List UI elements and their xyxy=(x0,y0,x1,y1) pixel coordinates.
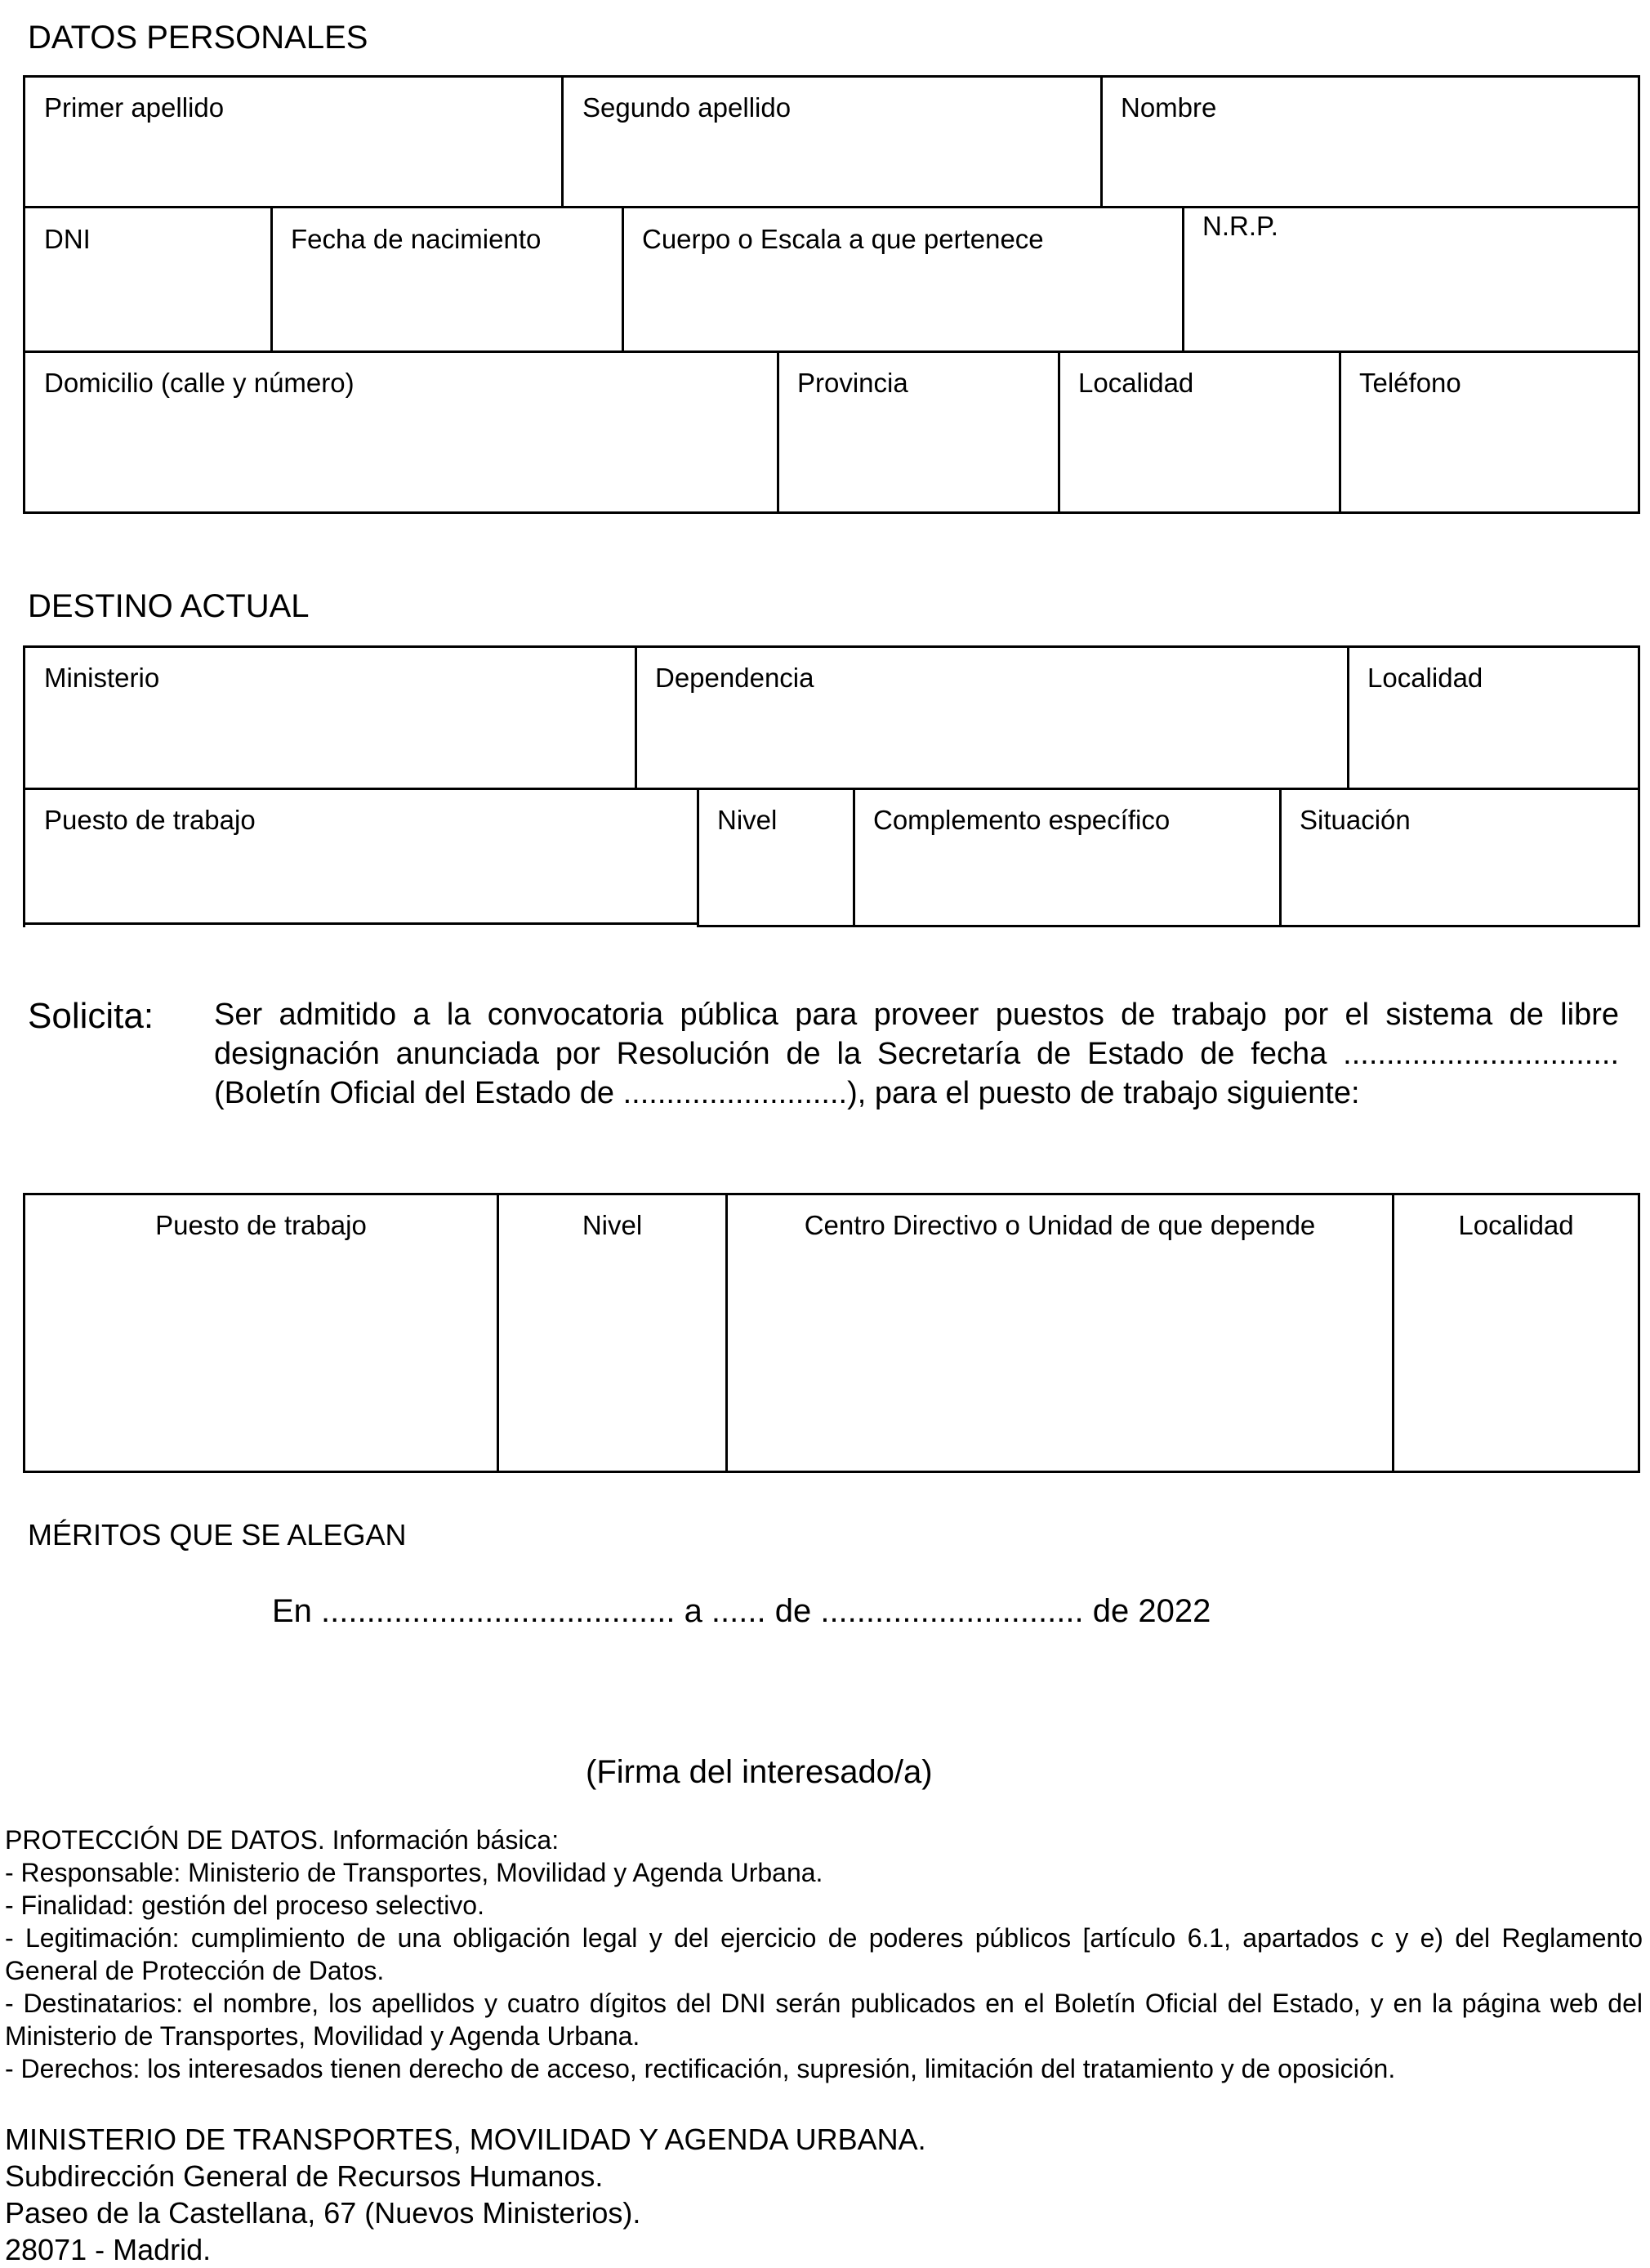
localidad-destino-field[interactable] xyxy=(1349,648,1638,788)
field-label: Nombre xyxy=(1121,92,1217,123)
telefono-field[interactable] xyxy=(1341,353,1638,511)
field-label: Localidad xyxy=(1367,663,1483,693)
proteccion-item: - Finalidad: gestión del proceso selectivo. xyxy=(5,1891,484,1920)
field-label: Fecha de nacimiento xyxy=(291,224,542,254)
col-divider xyxy=(1638,788,1640,927)
field-label: N.R.P. xyxy=(1202,211,1278,241)
segundo-apellido-field[interactable] xyxy=(564,78,1100,206)
address-line: Paseo de la Castellana, 67 (Nuevos Ministerios). xyxy=(5,2196,641,2230)
field-label: Teléfono xyxy=(1359,368,1461,398)
field-label: Domicilio (calle y número) xyxy=(44,368,355,398)
address-line: MINISTERIO DE TRANSPORTES, MOVILIDAD Y AGENDA URBANA. xyxy=(5,2123,926,2156)
field-label: Nivel xyxy=(717,805,778,835)
fecha-nacimiento-field[interactable] xyxy=(273,208,622,350)
fecha-line: En ....................................... a ...... de ............................. de 2022 xyxy=(272,1593,1211,1629)
column-header: Puesto de trabajo xyxy=(155,1210,367,1240)
puesto-trabajo-solicitado-field[interactable] xyxy=(25,1195,497,1471)
row-divider xyxy=(697,925,1640,927)
proteccion-item: - Destinatarios: el nombre, los apellidos y cuatro dígitos del DNI serán publicados en el Boletín Oficial del Estado, y en la página web del Ministerio de Transportes, Movilidad y Agenda Urbana. xyxy=(5,1989,1643,2051)
column-header: Localidad xyxy=(1458,1210,1574,1240)
field-label: Ministerio xyxy=(44,663,160,693)
nombre-field[interactable] xyxy=(1103,78,1638,206)
meritos-title: MÉRITOS QUE SE ALEGAN xyxy=(28,1518,407,1551)
primer-apellido-field[interactable] xyxy=(25,78,561,206)
field-label: Localidad xyxy=(1078,368,1194,398)
proteccion-item: - Responsable: Ministerio de Transportes, Movilidad y Agenda Urbana. xyxy=(5,1858,823,1887)
proteccion-item: - Legitimación: cumplimiento de una obligación legal y del ejercicio de poderes públicos [artículo 6.1, apartados c y e) del Reglamento General de Protección de Datos. xyxy=(5,1923,1643,1985)
row-divider xyxy=(23,922,699,925)
proteccion-item: - Derechos: los interesados tienen derecho de acceso, rectificación, supresión, limitación del tratamiento y de oposición. xyxy=(5,2054,1396,2083)
situacion-field[interactable] xyxy=(1282,790,1638,925)
solicita-text: Ser admitido a la convocatoria pública para proveer puestos de trabajo por el sistema de libre designación anunciada por Resolución de la Secretaría de Estado de fecha ................................ (Boletín Oficial del Estado de ..........................), para el puesto de trabajo siguiente: xyxy=(214,998,1619,1110)
column-header: Centro Directivo o Unidad de que depende xyxy=(804,1210,1316,1240)
provincia-field[interactable] xyxy=(779,353,1058,511)
field-label: Puesto de trabajo xyxy=(44,805,256,835)
dependencia-field[interactable] xyxy=(637,648,1347,788)
field-label: Situación xyxy=(1300,805,1411,835)
localidad-field[interactable] xyxy=(1060,353,1339,511)
dni-field[interactable] xyxy=(25,208,270,350)
solicita-label: Solicita: xyxy=(28,996,154,1036)
complemento-especifico-field[interactable] xyxy=(855,790,1279,925)
nivel-actual-field[interactable] xyxy=(699,790,853,925)
cuerpo-escala-field[interactable] xyxy=(624,208,1182,350)
domicilio-field[interactable] xyxy=(25,353,777,511)
address-line: Subdirección General de Recursos Humanos. xyxy=(5,2159,604,2193)
ministerio-field[interactable] xyxy=(25,648,635,788)
proteccion-datos-block xyxy=(5,1824,1643,2085)
section-title-datos-personales: DATOS PERSONALES xyxy=(28,20,368,56)
centro-directivo-field[interactable] xyxy=(728,1195,1392,1471)
proteccion-title: PROTECCIÓN DE DATOS. Información básica: xyxy=(5,1825,560,1855)
section-title-destino-actual: DESTINO ACTUAL xyxy=(28,588,310,624)
field-label: Primer apellido xyxy=(44,92,225,123)
puesto-trabajo-actual-field[interactable] xyxy=(25,790,697,922)
nivel-solicitado-field[interactable] xyxy=(499,1195,725,1471)
field-label: Dependencia xyxy=(655,663,814,693)
address-line: 28071 - Madrid. xyxy=(5,2233,212,2266)
localidad-solicitada-field[interactable] xyxy=(1394,1195,1638,1471)
field-label: DNI xyxy=(44,224,91,254)
field-label: Cuerpo o Escala a que pertenece xyxy=(642,224,1044,254)
column-header: Nivel xyxy=(582,1210,643,1240)
nrp-field[interactable] xyxy=(1184,208,1638,350)
field-label: Provincia xyxy=(797,368,908,398)
field-label: Complemento específico xyxy=(873,805,1171,835)
field-label: Segundo apellido xyxy=(582,92,792,123)
firma-label: (Firma del interesado/a) xyxy=(586,1754,933,1790)
address-block xyxy=(5,2121,926,2268)
